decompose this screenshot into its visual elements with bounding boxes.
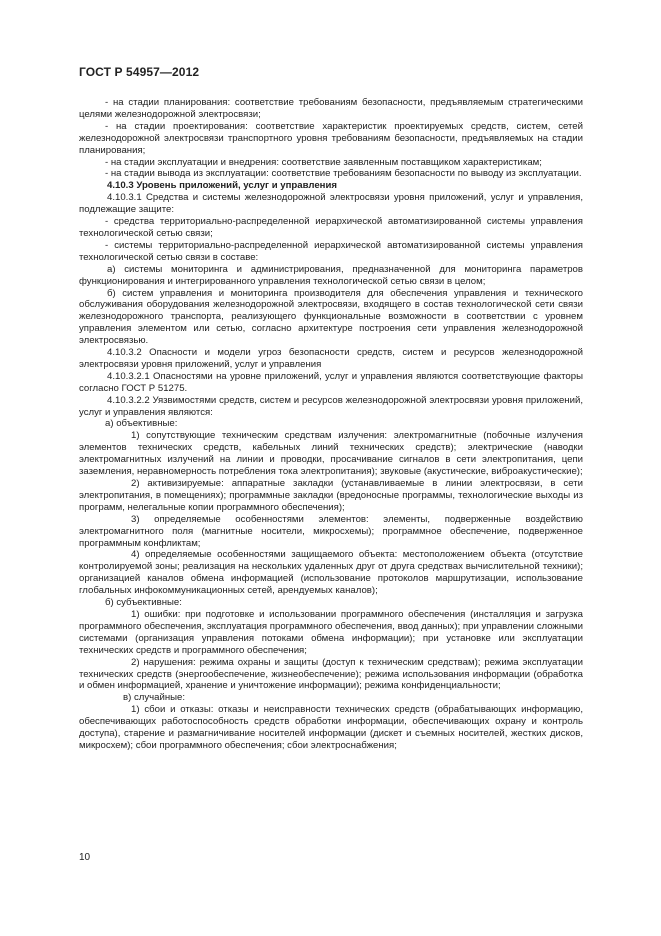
paragraph: 4.10.3.2 Опасности и модели угроз безопасности средств, систем и ресурсов железнодорожной электросвязи уровня приложений, услуг и управления [79, 347, 583, 370]
paragraph: 4.10.3.1 Средства и системы железнодорожной электросвязи уровня приложений, услуг и управления, подлежащие защите: [79, 192, 583, 216]
section-heading: 4.10.3 Уровень приложений, услуг и управления [107, 180, 337, 192]
body-text [79, 97, 583, 752]
paragraph: в) случайные: [123, 692, 186, 704]
paragraph: - на стадии вывода из эксплуатации: соответствие требованиям безопасности по выводу из эксплуатации. [105, 168, 582, 180]
document-code: ГОСТ Р 54957—2012 [79, 65, 200, 79]
paragraph: 2) активизируемые: аппаратные закладки (устанавливаемые в линии электросвязи, в сети электропитания, в помещениях); программные закладки (вредоносные программы, технологические выходы из программ, нелегальные копии программного обеспечения); [79, 478, 583, 513]
paragraph: - на стадии эксплуатации и внедрения: соответствие заявленным поставщиком характеристикам; [105, 156, 542, 168]
paragraph: 1) сбои и отказы: отказы и неисправности технических средств (обрабатывающих информацию, обеспечивающих работоспособность средств обработки информации, обеспечивающих охрану и контроль доступа), старение и размагничивание носителей информации (дискет и съемных носителей, жестких дисков, микросхем); сбои программного обеспечения; сбои электроснабжения; [79, 704, 583, 751]
paragraph: а) системы мониторинга и администрирования, предназначенной для мониторинга параметров функционирования и интегрированного управления технологической сетью связи в целом; [79, 263, 583, 287]
paragraph: б) субъективные: [105, 597, 182, 609]
paragraph: - на стадии проектирования: соответствие характеристик проектируемых средств, систем, сетей железнодорожной электросвязи транспортного уровня требованиям безопасности, предъявляемых на стадии планирования; [79, 120, 583, 156]
paragraph: 4) определяемые особенностями защищаемого объекта: местоположением объекта (отсутствие контролируемой зоны; реализация на нескольких удаленных друг от друга средствах вычислительной техники); организацией каналов обмена информацией (использование протоколов маршрутизации, использование глобальных инфокоммуникационных сетей, арендуемых каналов); [79, 549, 583, 597]
paragraph: 1) сопутствующие техническим средствам излучения: электромагнитные (побочные излучения элементов технических средств, кабельных линий технических средств); электрические (наводки электромагнитных излучений на линии и проводки, просачивание сигналов в сети электропитания, цепи заземления, неравномерность потребления тока электропитания); звуковые (акустические, виброакустические); [79, 430, 583, 478]
paragraph: - системы территориально-распределенной иерархической автоматизированной системы управления технологической сетью связи в составе: [79, 239, 583, 263]
page-number: 10 [79, 852, 91, 863]
paragraph: - средства территориально-распределенной иерархической автоматизированной системы управления технологической сетью связи; [79, 216, 583, 239]
paragraph: 4.10.3.2.2 Уязвимостями средств, систем и ресурсов железнодорожной электросвязи уровня приложений, услуг и управления являются: [79, 394, 583, 418]
paragraph: б) систем управления и мониторинга производителя для обеспечения управления и технического обслуживания оборудования железнодорожной электросвязи, входящего в состав технологической сети связи железнодорожного транспорта, реализующего функциональные возможности в соответствии с уровнем управления элементом или сетью, согласно архитектуре построения сети управления железнодорожной электросвязью. [79, 287, 583, 347]
paragraph: - на стадии планирования: соответствие требованиям безопасности, предъявляемым стратегическими целями железнодорожной электросвязи; [79, 97, 583, 120]
paragraph: 4.10.3.2.1 Опасностями на уровне приложений, услуг и управления являются соответствующие факторы согласно ГОСТ Р 51275. [79, 370, 583, 394]
paragraph: 3) определяемые особенностями элементов: элементы, подверженные воздействию электромагнитного поля (магнитные носители, микросхемы); программное обеспечение, подверженное программным конфликтам; [79, 513, 583, 549]
paragraph: 1) ошибки: при подготовке и использовании программного обеспечения (инсталляция и загрузка программного обеспечения, эксплуатация программного обеспечения, ввод данных); при управлении сложными системами (организация управления потоками обмена информации); при установке или эксплуатации технических средств и программного обеспечения; [79, 608, 583, 656]
paragraph: 2) нарушения: режима охраны и защиты (доступ к техническим средствам); режима эксплуатации технических средств (энергообеспечение, жизнеобеспечение); режима использования информации (обработка и обмен информацией, хранение и уничтожение информации); режима конфиденциальности; [79, 656, 583, 692]
paragraph: а) объективные: [105, 418, 178, 430]
